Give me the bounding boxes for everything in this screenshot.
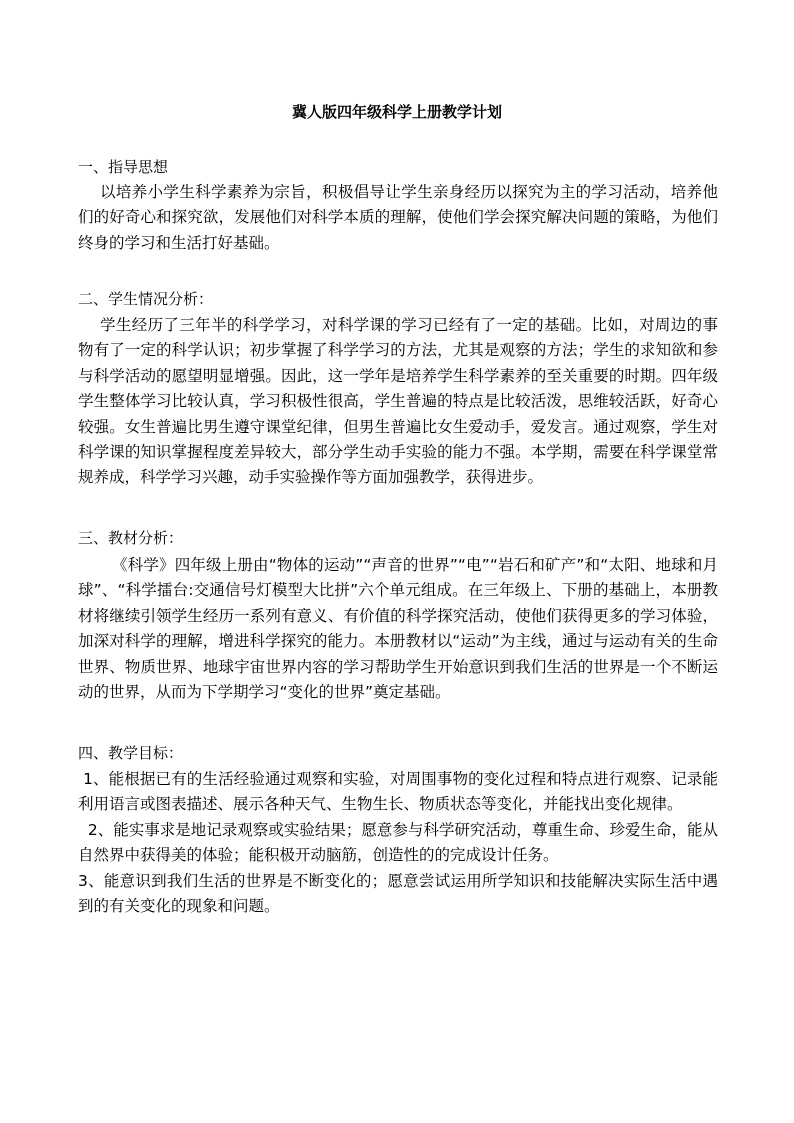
document-title: 冀人版四年级科学上册教学计划 [291, 103, 502, 121]
objective-item-1: 1、能根据已有的生活经验通过观察和实验，对周围事物的变化过程和特点进行观察、记录能利用语言或图表描述、展示各种天气、生物生长、物质状态等变化，并能找出变化规律。 [78, 770, 718, 814]
section-heading-textbook-analysis: 三、教材分析： [78, 529, 184, 547]
section-body-textbook-analysis: 《科学》四年级上册由“物体的运动”“声音的世界”“电”“岩石和矿产”和“太阳、地球和月球”、“科学擂台:交通信号灯模型大比拼”六个单元组成。在三年级上、下册的基础上，本册教材将继续引领学生经历一系列有意义、有价值的科学探究活动，使他们获得更多的学习体验，加深对科学的理解，增进科学探究的能力。本册教材以“运动”为主线，通过与运动有关的生命世界、物质世界、地球宇宙世界内容的学习帮助学生开始意识到我们生活的世界是一个不断运动的世界，从而为下学期学习“变化的世界”奠定基础。 [78, 556, 718, 702]
section-body-guiding-thought: 以培养小学生科学素养为宗旨，积极倡导让学生亲身经历以探究为主的学习活动，培养他们的好奇心和探究欲，发展他们对科学本质的理解，使他们学会探究解决问题的策略，为他们终身的学习和生活打好基础。 [78, 183, 718, 252]
objective-item-3: 3、能意识到我们生活的世界是不断变化的；愿意尝试运用所学知识和技能解决实际生活中遇到的有关变化的现象和问题。 [78, 872, 718, 916]
section-heading-teaching-objectives: 四、教学目标： [78, 744, 184, 762]
objective-item-2: 2、能实事求是地记录观察或实验结果；愿意参与科学研究活动，尊重生命、珍爱生命，能从自然界中获得美的体验；能积极开动脑筋，创造性的的完成设计任务。 [78, 821, 718, 865]
section-body-student-analysis: 学生经历了三年半的科学学习，对科学课的学习已经有了一定的基础。比如，对周边的事物有了一定的科学认识；初步掌握了科学学习的方法，尤其是观察的方法；学生的求知欲和参与科学活动的愿望明显增强。因此，这一学年是培养学生科学素养的至关重要的时期。四年级学生整体学习比较认真，学习积极性很高，学生普遍的特点是比较活泼，思维较活跃，好奇心较强。女生普遍比男生遵守课堂纪律，但男生普遍比女生爱动手，爱发言。通过观察，学生对科学课的知识掌握程度差异较大，部分学生动手实验的能力不强。本学期，需要在科学课堂常规养成，科学学习兴趣，动手实验操作等方面加强教学，获得进步。 [78, 316, 718, 487]
section-heading-guiding-thought: 一、指导思想 [78, 158, 169, 176]
section-heading-student-analysis: 二、学生情况分析： [78, 290, 214, 308]
